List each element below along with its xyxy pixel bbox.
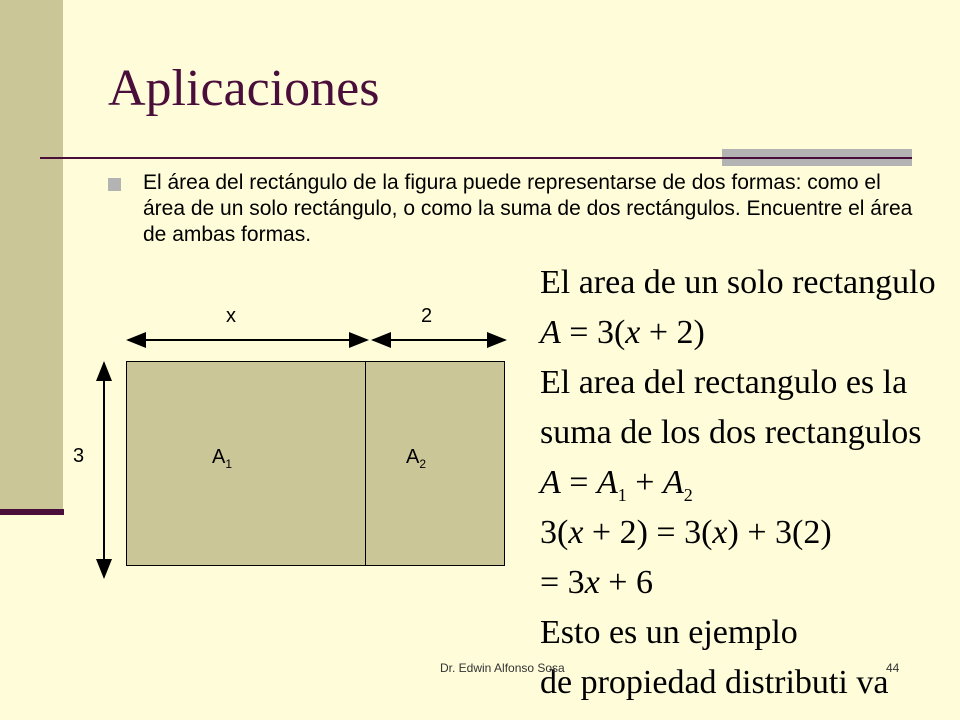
- equation-line-5: $A = A_1 + A_2$: [540, 464, 693, 505]
- area-a1-label: $A_1$: [212, 446, 233, 471]
- equation-line-8: Esto es un ejemplo: [540, 614, 798, 651]
- dimension-3-label: 3: [73, 445, 85, 467]
- equation-line-9: de propiedad distributi va: [540, 664, 889, 701]
- page-number: 44: [886, 661, 900, 675]
- equation-line-4: suma de los dos rectangulos: [540, 414, 922, 451]
- equation-line-2: A = 3(x + 2): [540, 314, 705, 351]
- bullet-text: El área del rectángulo de la figura puede representarse de dos formas: como el área de un solo rectángulo, o como la suma de dos rectángulos. Encuentre el área de ambas formas.: [143, 171, 913, 246]
- dimension-x-label: x: [226, 305, 236, 327]
- footer-author: Dr. Edwin Alfonso Sosa: [440, 661, 565, 675]
- equation-line-7: = 3x + 6: [540, 564, 653, 601]
- rectangle-a1: [126, 361, 366, 566]
- dimension-2-label: 2: [421, 305, 433, 327]
- equation-line-3: El area del rectangulo es la: [540, 364, 908, 401]
- equation-line-1: El area de un solo rectangulo: [540, 264, 936, 301]
- equation-line-6: 3(x + 2) = 3(x) + 3(2): [540, 514, 832, 551]
- area-a2-label: $A_2$: [406, 446, 427, 471]
- rectangle-a2: [365, 361, 505, 566]
- slide-title: Aplicaciones: [108, 60, 380, 117]
